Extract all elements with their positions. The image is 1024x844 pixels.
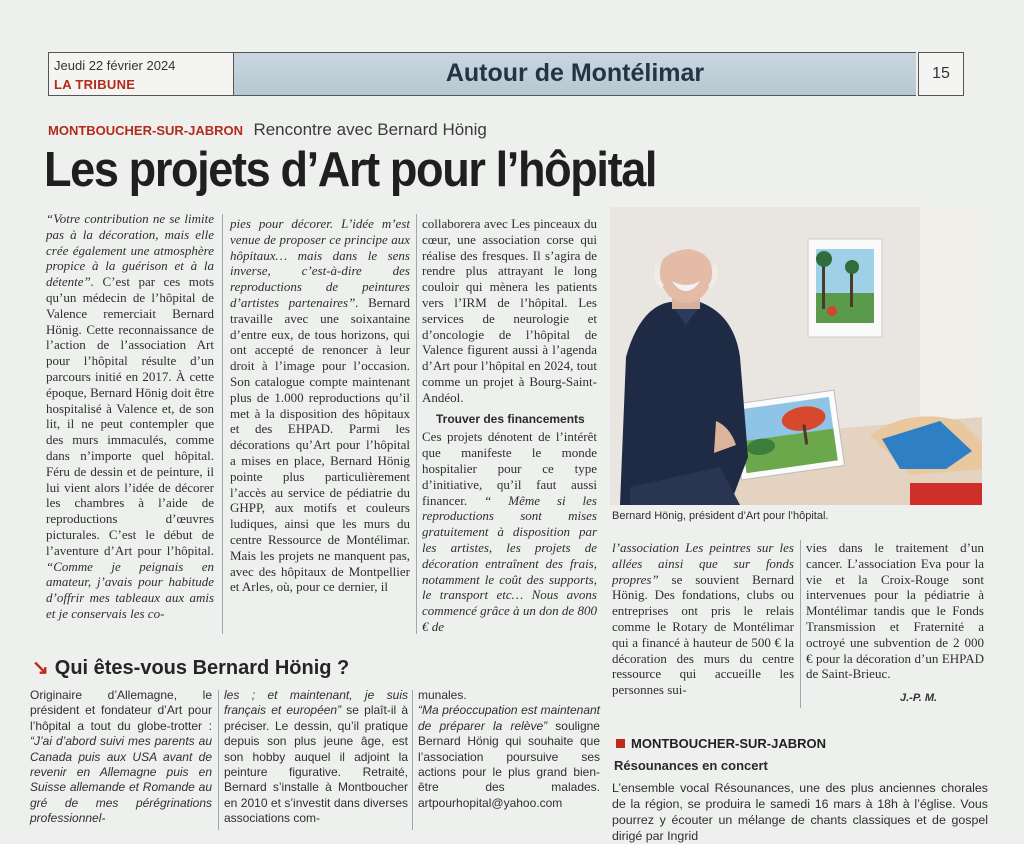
body-text: vies dans le traitement d’un cancer. L’association Eva pour la vie et la Croix-Rouge sont intervenues pour la pédiatrie à Montélimar tandis que le Fonds Transmission et Fraternité a octroyé une subvention de 2 000 € pour la décoration d’un EHPAD de Saint-Brieuc. (806, 540, 984, 682)
headline: Les projets d’Art pour l’hôpital (44, 143, 657, 197)
photo-caption: Bernard Hönig, président d’Art pour l’hôpital. (612, 510, 829, 522)
body-text: souligne Bernard Hönig qui souhaite que l’association poursuive ses actions pour le plus grand bien-être des malades. artpourhopital@yahoo.com (418, 718, 600, 810)
quote-text: pies pour décorer. L’idée m’est venue de proposer ce principe aux hôpitaux… mais dans le sens inverse, c’est-à-dire des reproductions de peintures d’artistes partenaires”. (230, 216, 410, 310)
article-column-1 (46, 211, 214, 636)
subheading: Trouver des financements (436, 411, 585, 426)
body-text: Bernard travaille avec une soixantaine d’entre eux, de tous horizons, qui ont accepté de renoncer à leur droit à l’image pour l’occasion. Son catalogue compte maintenant plus de 1.000 reproductions qu’il met à la disposition des hôpitaux et des EHPAD. Parmi les décorations qu’Art pour l’hôpital a mises en place, Bernard Hönig pointe plus particulièrement l’accès au service de pédiatrie du GHPP, aux motifs et couleurs ludiques, ainsi que les murs du centre Ressource de Montélimar. Mais les projets ne manquent pas, avec des hôpitaux de Montpellier et Arles, où, pour ce dernier, il (230, 294, 410, 595)
quote-text: “J’ai d’abord suivi mes parents au Canada puis aux USA avant de revenir en Allemagne puis en Suisse allemande et Romande au gré de mes pérégrinations professionnel- (30, 734, 212, 826)
kicker-location: MONTBOUCHER-SUR-JABRON (48, 123, 243, 138)
section-title: Autour de Montélimar (445, 59, 705, 87)
newspaper-name: LA TRIBUNE (54, 77, 136, 92)
article2-kicker (616, 736, 826, 751)
square-bullet-icon (616, 739, 625, 748)
arrow-icon: ↘ (32, 657, 49, 679)
column-divider (222, 214, 223, 634)
column-divider (218, 690, 219, 830)
quote-text: les ; et maintenant, je suis français et européen” (224, 688, 408, 718)
photo-illustration (610, 207, 982, 505)
sidebar-column-2 (224, 688, 408, 828)
article-kicker (48, 120, 487, 140)
article-column-3 (422, 216, 597, 636)
article-column-2 (230, 216, 410, 636)
author-signature: J.-P. M. (900, 692, 938, 704)
quote-text: l’association Les peintres sur les allées ainsi que sur fonds propres” (612, 540, 794, 587)
header-date: Jeudi 22 février 2024 (54, 58, 176, 73)
quote-text: “Ma préoccupation est maintenant de préparer la relève” (418, 703, 600, 733)
kicker-subtitle: Rencontre avec Bernard Hönig (253, 120, 487, 139)
article2-title: Résounances en concert (614, 758, 768, 773)
article2-kicker-text: MONTBOUCHER-SUR-JABRON (631, 736, 826, 751)
body-text: munales. (418, 688, 467, 702)
sidebar-title (32, 655, 349, 680)
section-banner (234, 52, 916, 96)
body-text: se souvient Bernard Hönig. Des fondations, clubs ou entreprises ont pris le relais comme le Rotary de Montélimar qui a financé à hauteur de 500 € la décoration des murs du centre ressource qui accueille les personnes sui- (612, 571, 794, 698)
column-divider (800, 540, 801, 708)
body-text: Originaire d’Allemagne, le président et fondateur d’Art pour l’hôpital a tout du globe-trotter : (30, 688, 212, 733)
sidebar-title-text: Qui êtes-vous Bernard Hönig ? (54, 657, 350, 679)
sidebar-column-3 (418, 688, 600, 828)
body-text: Ces projets dénotent de l’intérêt que manifeste le monde hospitalier pour ce type d’initiative, qu’il faut aussi financer. (422, 429, 597, 508)
quote-text: “ Même si les reproductions sont mises gratuitement à disposition par les artistes, les projets de décoration entraînent des frais, notamment le coût des supports, le transport etc… Nous avons commencé grâce à un don de 800 € de (422, 492, 597, 634)
article-column-4 (612, 540, 794, 708)
body-text: C’est par ces mots qu’un médecin de l’hôpital de Valence remerciait Bernard Hönig. Cette reconnaissance de l’action de l’association Art pour l’hôpital résulte d’un parcours initié en 2017. À cette époque, Bernard Hönig doit être hospitalisé à Valence et, de son lit, il ne peut contempler que des murs immaculés, comme dans n’importe quel hôpital. Féru de dessin et de peinture, il lui vient alors l’idée de décorer les chambres à l’aide de reproductions d’œuvres picturales. C’est le début de l’aventure d’Art pour l’hôpital. (46, 274, 214, 558)
body-text: se plaît-il à préciser. Le dessin, qu’il pratique depuis son plus jeune âge, est son hobby auquel il adjoint la peinture figurative. Retraité, Bernard s’installe à Montboucher en 2010 et s’investit dans diverses associations com- (224, 703, 409, 826)
sidebar-column-1 (30, 688, 212, 828)
body-text: collaborera avec Les pinceaux du cœur, une association corse qui réalise des fresques. Il s’agira de rendre plus attrayant le long couloir qui mènera les patients vers l’IRM de l’hôpital. Les services de neurologie et d’oncologie de l’hôpital de Valence figurent aussi à l’agenda d’Art pour l’hôpital en 2024, tout comme un projet à Bourg-Saint-Andéol. (422, 216, 597, 405)
quote-text: “Votre contribution ne se limite pas à la décoration, mais elle crée également une atmosphère propice à la guérison et à la détente”. (46, 211, 214, 290)
article2-body: L’ensemble vocal Résounances, une des plus anciennes chorales de la région, se produira le samedi 16 mars à 18h à l’église. Vous pourrez y écouter un mélange de chants classiques et de gospel dirigé par Ingrid (612, 781, 988, 843)
quote-text: “Comme je peignais en amateur, j’avais pour habitude d’offrir mes tableaux aux amis et je conservais les co- (46, 558, 214, 621)
page-number: 15 (918, 52, 964, 96)
header-date-box (48, 52, 234, 96)
column-divider (412, 690, 413, 830)
column-divider (416, 214, 417, 634)
article-photo (610, 207, 982, 505)
article-column-5 (806, 540, 984, 706)
